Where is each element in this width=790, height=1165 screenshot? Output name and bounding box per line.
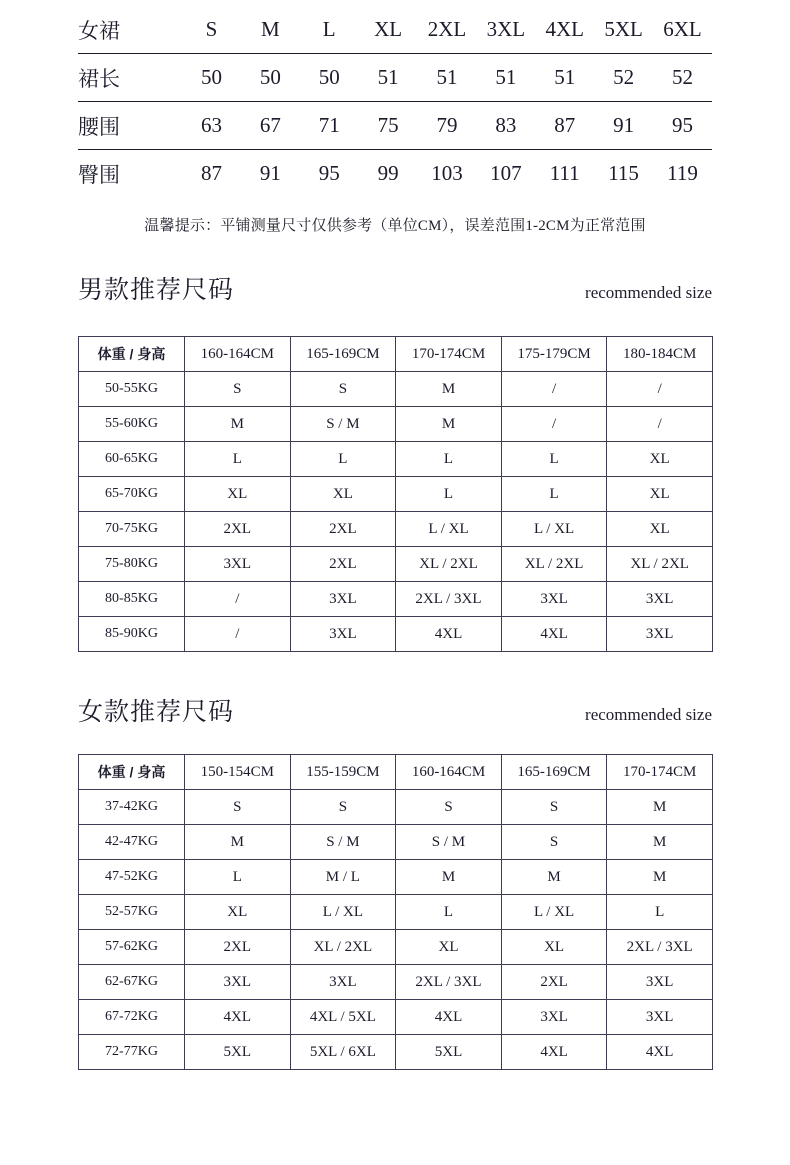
men-size-cell: L / XL bbox=[501, 512, 607, 547]
measurement-size-header: 4XL bbox=[535, 6, 594, 54]
men-size-cell: 3XL bbox=[290, 582, 396, 617]
women-weight-row-label: 52-57KG bbox=[79, 895, 185, 930]
measurement-table bbox=[78, 6, 712, 197]
women-height-column-header: 165-169CM bbox=[501, 755, 607, 790]
women-height-column-header: 155-159CM bbox=[290, 755, 396, 790]
women-size-cell: L / XL bbox=[501, 895, 607, 930]
measurement-header-row bbox=[78, 6, 712, 54]
men-heading-zh: 男款推荐尺码 bbox=[78, 277, 235, 304]
women-size-cell: 2XL bbox=[501, 965, 607, 1000]
men-height-column-header: 175-179CM bbox=[501, 337, 607, 372]
men-size-cell: L bbox=[290, 442, 396, 477]
women-size-cell: M / L bbox=[290, 860, 396, 895]
women-size-cell: 3XL bbox=[501, 1000, 607, 1035]
women-size-cell: XL bbox=[501, 930, 607, 965]
measurement-cell: 87 bbox=[200, 161, 222, 185]
men-size-cell: L bbox=[185, 442, 291, 477]
measurement-cell: 91 bbox=[594, 102, 653, 150]
women-size-cell: L bbox=[607, 895, 713, 930]
men-size-cell: / bbox=[185, 582, 291, 617]
women-size-table bbox=[78, 754, 713, 1070]
measurement-cell: 95 bbox=[318, 161, 340, 185]
measurement-size-header: 3XL bbox=[476, 6, 535, 54]
men-size-cell: XL / 2XL bbox=[396, 547, 502, 582]
measurement-cell: 111 bbox=[549, 161, 580, 185]
women-size-cell: XL bbox=[396, 930, 502, 965]
women-size-cell: S / M bbox=[290, 825, 396, 860]
women-size-cell: 2XL bbox=[185, 930, 291, 965]
men-size-cell: L bbox=[396, 477, 502, 512]
women-weight-row-label: 37-42KG bbox=[79, 790, 185, 825]
measurement-cell: 51 bbox=[535, 54, 594, 102]
measurement-size-header: XL bbox=[359, 6, 418, 54]
measurement-row bbox=[78, 54, 712, 102]
measurement-cell: 79 bbox=[418, 102, 477, 150]
men-size-cell: XL / 2XL bbox=[501, 547, 607, 582]
table-row bbox=[79, 825, 713, 860]
men-size-cell: 3XL bbox=[607, 582, 713, 617]
men-size-cell: XL bbox=[607, 477, 713, 512]
women-size-cell: S bbox=[396, 790, 502, 825]
measurement-size-header: L bbox=[300, 6, 359, 54]
men-size-cell: 2XL bbox=[290, 547, 396, 582]
measurement-row bbox=[78, 150, 712, 198]
men-size-cell: / bbox=[185, 617, 291, 652]
women-size-cell: S bbox=[290, 790, 396, 825]
measurement-cell: 91 bbox=[259, 161, 281, 185]
women-corner-label: 体重 / 身高 bbox=[79, 755, 185, 790]
measurement-cell: 75 bbox=[359, 102, 418, 150]
women-size-cell: 3XL bbox=[607, 965, 713, 1000]
women-weight-row-label: 72-77KG bbox=[79, 1035, 185, 1070]
measurement-cell: 50 bbox=[300, 54, 359, 102]
women-size-cell: 3XL bbox=[607, 1000, 713, 1035]
men-section-heading bbox=[78, 278, 712, 303]
measurement-row-label: 臀围 bbox=[78, 162, 120, 187]
measurement-cell: 52 bbox=[653, 54, 712, 102]
men-size-cell: S bbox=[185, 372, 291, 407]
measurement-cell: 99 bbox=[377, 161, 399, 185]
measurement-tip-text: 温馨提示：平铺测量尺寸仅供参考（单位CM），误差范围1-2CM为正常范围 bbox=[144, 218, 646, 234]
men-size-cell: XL bbox=[607, 512, 713, 547]
women-size-cell: XL / 2XL bbox=[290, 930, 396, 965]
men-size-cell: M bbox=[396, 407, 502, 442]
women-size-cell: S bbox=[185, 790, 291, 825]
measurement-cell: 119 bbox=[667, 161, 698, 185]
table-row bbox=[79, 617, 713, 652]
table-row bbox=[79, 895, 713, 930]
measurement-cell: 51 bbox=[476, 54, 535, 102]
men-weight-row-label: 50-55KG bbox=[79, 372, 185, 407]
table-row bbox=[79, 477, 713, 512]
women-size-cell: 4XL bbox=[185, 1000, 291, 1035]
men-size-cell: / bbox=[607, 407, 713, 442]
women-size-cell: L bbox=[396, 895, 502, 930]
women-height-column-header: 150-154CM bbox=[185, 755, 291, 790]
men-size-cell: 3XL bbox=[501, 582, 607, 617]
men-corner-label: 体重 / 身高 bbox=[79, 337, 185, 372]
men-weight-row-label: 80-85KG bbox=[79, 582, 185, 617]
table-row bbox=[79, 790, 713, 825]
women-size-cell: 4XL bbox=[607, 1035, 713, 1070]
men-size-cell: M bbox=[185, 407, 291, 442]
women-size-cell: S bbox=[501, 825, 607, 860]
measurement-garment-label: 女裙 bbox=[78, 6, 182, 54]
men-size-cell: L bbox=[501, 477, 607, 512]
men-size-cell: / bbox=[501, 372, 607, 407]
men-height-column-header: 160-164CM bbox=[185, 337, 291, 372]
women-size-cell: M bbox=[607, 825, 713, 860]
women-size-cell: L bbox=[185, 860, 291, 895]
measurement-cell: 87 bbox=[535, 102, 594, 150]
men-size-cell: 2XL / 3XL bbox=[396, 582, 502, 617]
women-size-cell: M bbox=[396, 860, 502, 895]
measurement-cell: 50 bbox=[182, 54, 241, 102]
men-heading-en: recommended size bbox=[585, 283, 712, 302]
measurement-cell: 63 bbox=[182, 102, 241, 150]
men-header-row bbox=[79, 337, 713, 372]
women-size-cell: M bbox=[607, 860, 713, 895]
men-size-cell: / bbox=[501, 407, 607, 442]
women-size-cell: 4XL bbox=[501, 1035, 607, 1070]
men-size-cell: XL bbox=[607, 442, 713, 477]
women-heading-en: recommended size bbox=[585, 705, 712, 724]
measurement-size-header: 5XL bbox=[594, 6, 653, 54]
measurement-cell: 51 bbox=[359, 54, 418, 102]
men-size-cell: 3XL bbox=[607, 617, 713, 652]
table-row bbox=[79, 442, 713, 477]
men-size-cell: 2XL bbox=[290, 512, 396, 547]
men-weight-row-label: 60-65KG bbox=[79, 442, 185, 477]
women-weight-row-label: 57-62KG bbox=[79, 930, 185, 965]
women-weight-row-label: 47-52KG bbox=[79, 860, 185, 895]
men-size-cell: 4XL bbox=[501, 617, 607, 652]
men-size-cell: / bbox=[607, 372, 713, 407]
women-header-row bbox=[79, 755, 713, 790]
women-size-cell: 2XL / 3XL bbox=[607, 930, 713, 965]
women-size-cell: L / XL bbox=[290, 895, 396, 930]
men-size-table-container bbox=[78, 336, 712, 652]
women-size-cell: 3XL bbox=[290, 965, 396, 1000]
women-weight-row-label: 67-72KG bbox=[79, 1000, 185, 1035]
men-weight-row-label: 70-75KG bbox=[79, 512, 185, 547]
measurement-cell: 51 bbox=[418, 54, 477, 102]
measurement-size-header: 6XL bbox=[653, 6, 712, 54]
women-size-cell: M bbox=[501, 860, 607, 895]
men-weight-row-label: 55-60KG bbox=[79, 407, 185, 442]
women-weight-row-label: 62-67KG bbox=[79, 965, 185, 1000]
women-size-cell: 2XL / 3XL bbox=[396, 965, 502, 1000]
women-size-cell: S / M bbox=[396, 825, 502, 860]
men-size-cell: L bbox=[501, 442, 607, 477]
women-height-column-header: 170-174CM bbox=[607, 755, 713, 790]
women-size-cell: M bbox=[607, 790, 713, 825]
women-size-cell: 3XL bbox=[185, 965, 291, 1000]
measurement-cell: 115 bbox=[608, 161, 639, 185]
women-size-cell: 5XL bbox=[396, 1035, 502, 1070]
men-size-cell: 2XL bbox=[185, 512, 291, 547]
table-row bbox=[79, 930, 713, 965]
measurement-cell: 50 bbox=[241, 54, 300, 102]
measurement-cell: 71 bbox=[300, 102, 359, 150]
table-row bbox=[79, 547, 713, 582]
measurement-row bbox=[78, 102, 712, 150]
table-row bbox=[79, 582, 713, 617]
men-size-cell: 3XL bbox=[290, 617, 396, 652]
men-size-cell: S / M bbox=[290, 407, 396, 442]
table-row bbox=[79, 1000, 713, 1035]
measurement-cell: 103 bbox=[431, 161, 463, 185]
men-weight-row-label: 85-90KG bbox=[79, 617, 185, 652]
women-size-cell: 5XL / 6XL bbox=[290, 1035, 396, 1070]
table-row bbox=[79, 512, 713, 547]
measurement-cell: 52 bbox=[594, 54, 653, 102]
measurement-size-header: 2XL bbox=[418, 6, 477, 54]
men-size-table bbox=[78, 336, 713, 652]
measurement-size-header: S bbox=[182, 6, 241, 54]
table-row bbox=[79, 860, 713, 895]
measurement-size-header: M bbox=[241, 6, 300, 54]
table-row bbox=[79, 965, 713, 1000]
measurement-table-container bbox=[78, 6, 712, 197]
men-size-cell: XL / 2XL bbox=[607, 547, 713, 582]
measurement-cell: 67 bbox=[241, 102, 300, 150]
men-size-cell: L / XL bbox=[396, 512, 502, 547]
women-size-table-container bbox=[78, 754, 712, 1070]
measurement-cell: 83 bbox=[476, 102, 535, 150]
table-row bbox=[79, 372, 713, 407]
men-size-cell: 4XL bbox=[396, 617, 502, 652]
men-height-column-header: 180-184CM bbox=[607, 337, 713, 372]
women-height-column-header: 160-164CM bbox=[396, 755, 502, 790]
table-row bbox=[79, 1035, 713, 1070]
women-heading-zh: 女款推荐尺码 bbox=[78, 699, 235, 726]
men-size-cell: L bbox=[396, 442, 502, 477]
men-weight-row-label: 75-80KG bbox=[79, 547, 185, 582]
women-size-cell: S bbox=[501, 790, 607, 825]
women-size-cell: 4XL / 5XL bbox=[290, 1000, 396, 1035]
men-size-cell: S bbox=[290, 372, 396, 407]
men-size-cell: XL bbox=[185, 477, 291, 512]
measurement-row-label: 腰围 bbox=[78, 102, 182, 150]
men-height-column-header: 170-174CM bbox=[396, 337, 502, 372]
table-row bbox=[79, 407, 713, 442]
men-height-column-header: 165-169CM bbox=[290, 337, 396, 372]
men-size-cell: XL bbox=[290, 477, 396, 512]
women-size-cell: M bbox=[185, 825, 291, 860]
measurement-cell: 95 bbox=[653, 102, 712, 150]
women-weight-row-label: 42-47KG bbox=[79, 825, 185, 860]
women-section-heading bbox=[78, 700, 712, 725]
women-size-cell: 5XL bbox=[185, 1035, 291, 1070]
men-weight-row-label: 65-70KG bbox=[79, 477, 185, 512]
measurement-row-label: 裙长 bbox=[78, 54, 182, 102]
men-size-cell: 3XL bbox=[185, 547, 291, 582]
women-size-cell: 4XL bbox=[396, 1000, 502, 1035]
women-size-cell: XL bbox=[185, 895, 291, 930]
measurement-cell: 107 bbox=[490, 161, 522, 185]
men-size-cell: M bbox=[396, 372, 502, 407]
